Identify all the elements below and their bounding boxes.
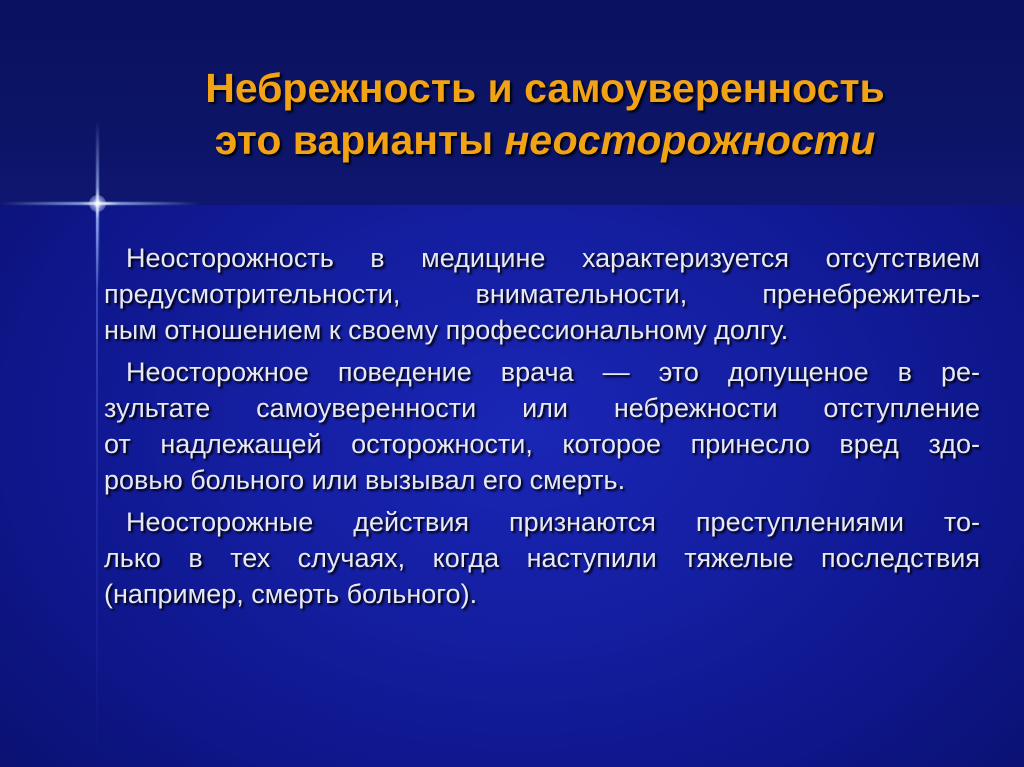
paragraph-line: Неосторожные действия признаются преступлениями то- (126, 507, 980, 537)
paragraph-line: зультате самоуверенности или небрежности отступление (104, 393, 980, 423)
title-line-2-prefix: это варианты (214, 117, 505, 163)
paragraph-line: лько в тех случаях, когда наступили тяжелые последствия (104, 543, 980, 573)
slide-title (100, 62, 990, 166)
paragraph-line: Неосторожное поведение врача — это допущеное в ре- (126, 357, 980, 387)
paragraph-3 (104, 504, 980, 612)
paragraph-line: предусмотрительности, внимательности, пренебрежитель- (104, 279, 980, 309)
paragraph-line: (например, смерть больного). (104, 579, 478, 609)
paragraph-line: от надлежащей осторожности, которое принесло вред здо- (104, 429, 980, 459)
paragraph-line: Неосторожность в медицине характеризуется отсутствием (126, 243, 980, 273)
title-line-2-emphasis: неосторожности (504, 117, 876, 163)
paragraph-line: ным отношением к своему профессиональному долгу. (104, 315, 789, 345)
slide-body (104, 240, 980, 618)
paragraph-line: ровью больного или вызывал его смерть. (104, 465, 626, 495)
paragraph-1 (104, 240, 980, 348)
light-flare-icon (89, 195, 106, 212)
title-line-1: Небрежность и самоуверенность (205, 65, 885, 111)
paragraph-2 (104, 354, 980, 498)
